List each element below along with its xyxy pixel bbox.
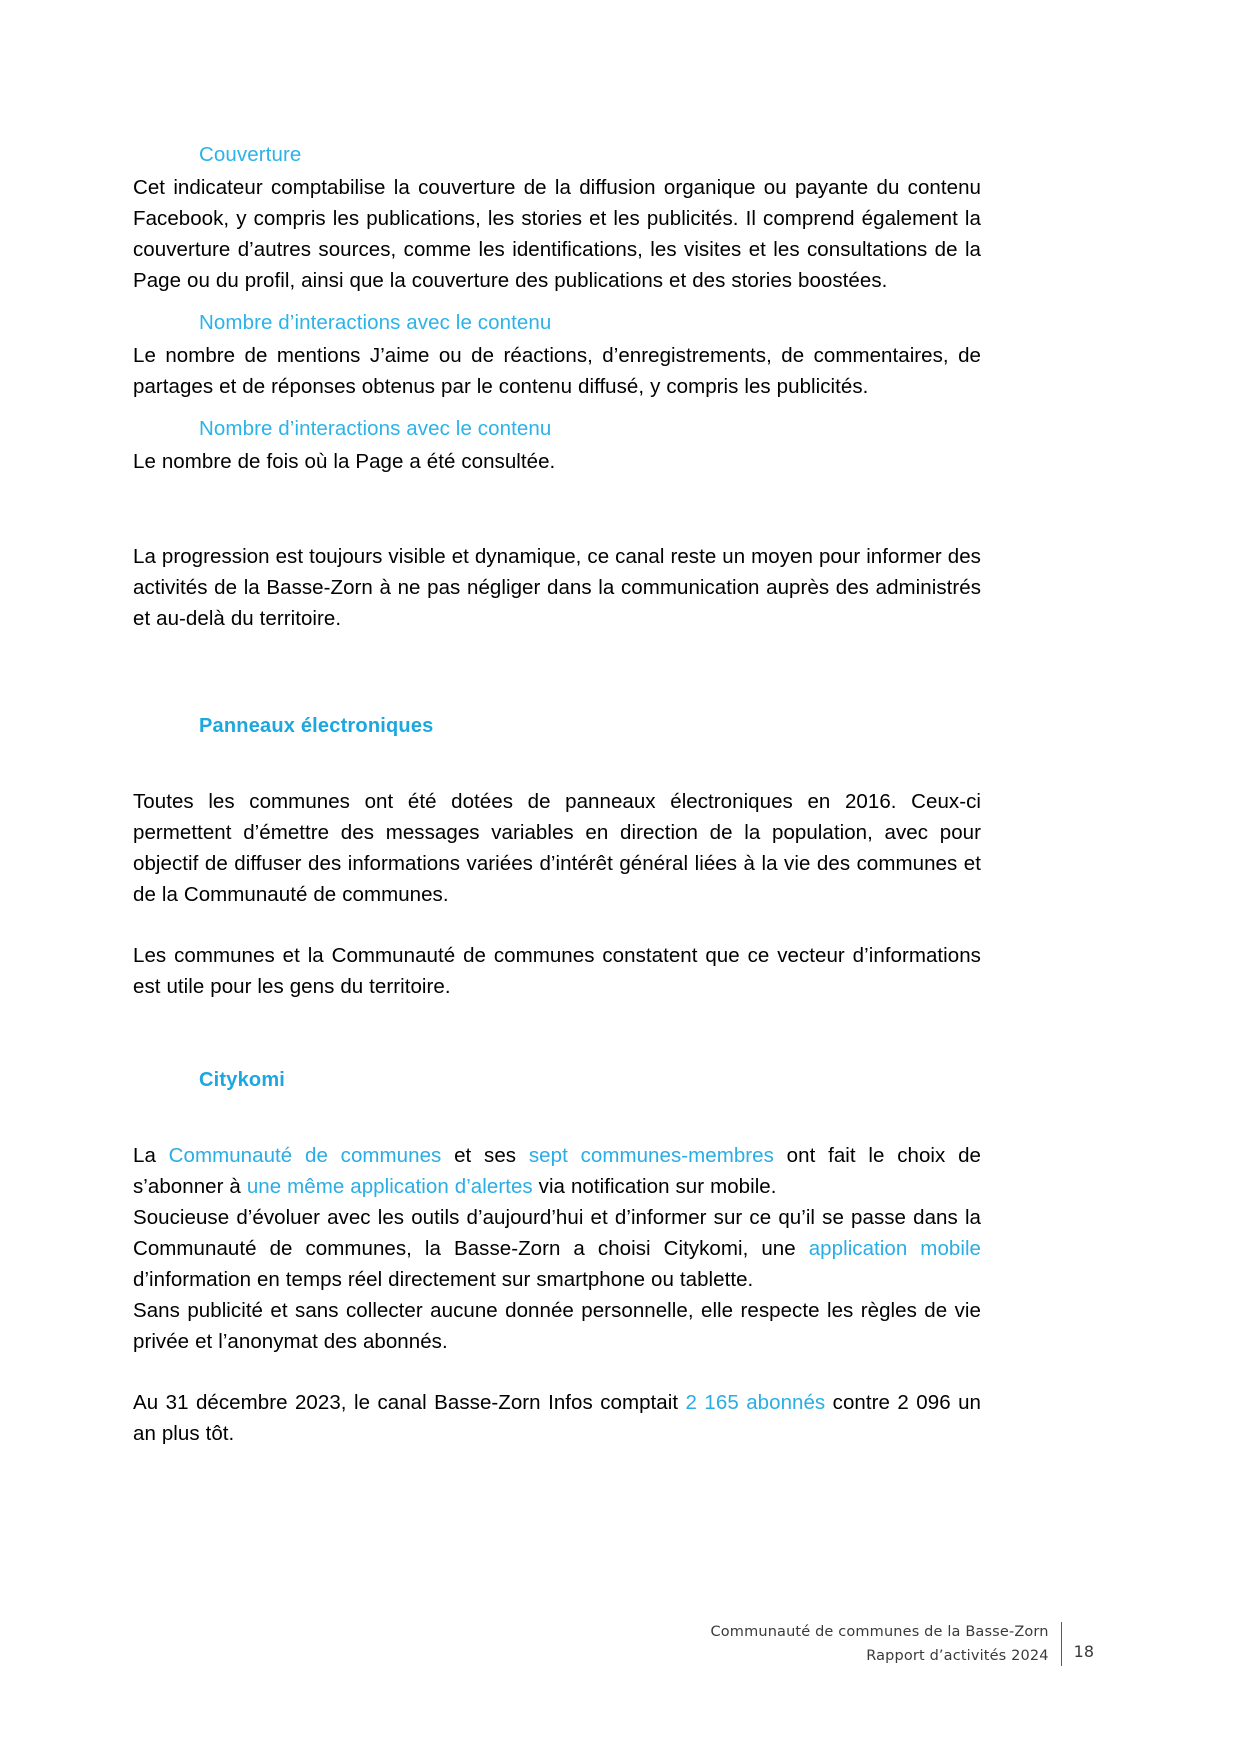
paragraph-citykomi-2 (133, 1202, 981, 1295)
footer-line-2: Rapport d’activités 2024 (866, 1648, 1049, 1664)
paragraph-panneaux-1: Toutes les communes ont été dotées de panneaux électroniques en 2016. Ceux-ci permettent d’émettre des messages variables en direction de la population, avec pour objectif de diffuser des informations variées d’intérêt général liées à la vie des communes et de la Communauté de communes. (133, 790, 981, 906)
heading-interactions-2: Nombre d’interactions avec le contenu (199, 417, 552, 440)
paragraph-panneaux-2: Les communes et la Communauté de communes constatent que ce vecteur d’informations est utile pour les gens du territoire. (133, 944, 981, 998)
spacer (133, 477, 981, 541)
page-footer (0, 1620, 1240, 1668)
text-run: d’information en temps réel directement sur smartphone ou tablette. (133, 1268, 754, 1291)
text-run: et ses (441, 1144, 529, 1167)
text-run: via notification sur mobile. (532, 1175, 777, 1198)
page-number: 18 (1073, 1642, 1094, 1661)
footer-organisation (711, 1620, 1049, 1668)
spacer (133, 296, 981, 308)
heading-interactions-1: Nombre d’interactions avec le contenu (199, 311, 552, 334)
paragraph-citykomi-3: Sans publicité et sans collecter aucune donnée personnelle, elle respecte les règles de vie privée et l’anonymat des abonnés. (133, 1299, 981, 1353)
paragraph-interactions-1: Le nombre de mentions J’aime ou de réactions, d’enregistrements, de commentaires, de partages et de réponses obtenus par le contenu diffusé, y compris les publicités. (133, 344, 981, 398)
text-run: contre 2 096 un an plus tôt. (133, 1391, 981, 1445)
accent-sept-communes-membres: sept communes-membres (528, 1144, 774, 1167)
paragraph-progression: La progression est toujours visible et dynamique, ce canal reste un moyen pour informer des activités de la Basse-Zorn à ne pas négliger dans la communication auprès des administrés et au-delà du territoire. (133, 545, 981, 630)
spacer (133, 910, 981, 940)
page-content (133, 140, 981, 1449)
paragraph-couverture: Cet indicateur comptabilise la couverture de la diffusion organique ou payante du contenu Facebook, y compris les publications, les stories et les publicités. Il comprend également la couverture d’autres sources, comme les identifications, les visites et les consultations de la Page ou du profil, ainsi que la couverture des publications et des stories boostées. (133, 176, 981, 292)
spacer (133, 1002, 981, 1066)
heading-citykomi: Citykomi (199, 1069, 286, 1091)
text-run: Soucieuse d’évoluer avec les outils d’aujourd’hui et d’informer sur ce qu’il se passe dans la Communauté de communes, la Basse-Zorn a choisi Citykomi, une (133, 1206, 981, 1260)
text-run: ont fait le choix de s’abonner à (133, 1144, 981, 1198)
spacer (133, 1094, 981, 1140)
spacer (133, 634, 981, 712)
heading-couverture: Couverture (199, 143, 302, 166)
spacer (133, 402, 981, 414)
footer-divider (1061, 1622, 1062, 1666)
spacer (133, 740, 981, 786)
accent-application-mobile: application mobile (808, 1237, 981, 1260)
paragraph-interactions-2: Le nombre de fois où la Page a été consultée. (133, 450, 556, 473)
spacer (133, 1357, 981, 1387)
accent-communaute-de-communes: Communauté de communes (168, 1144, 442, 1167)
paragraph-citykomi-4 (133, 1387, 981, 1449)
paragraph-citykomi-1 (133, 1140, 981, 1202)
heading-panneaux-electroniques: Panneaux électroniques (199, 715, 434, 737)
footer-line-1: Communauté de communes de la Basse-Zorn (710, 1624, 1049, 1640)
text-run: La (133, 1144, 169, 1167)
accent-2165-abonnes: 2 165 abonnés (685, 1391, 826, 1414)
text-run: Au 31 décembre 2023, le canal Basse-Zorn Infos comptait (133, 1391, 686, 1414)
accent-application-alertes: une même application d’alertes (246, 1175, 533, 1198)
